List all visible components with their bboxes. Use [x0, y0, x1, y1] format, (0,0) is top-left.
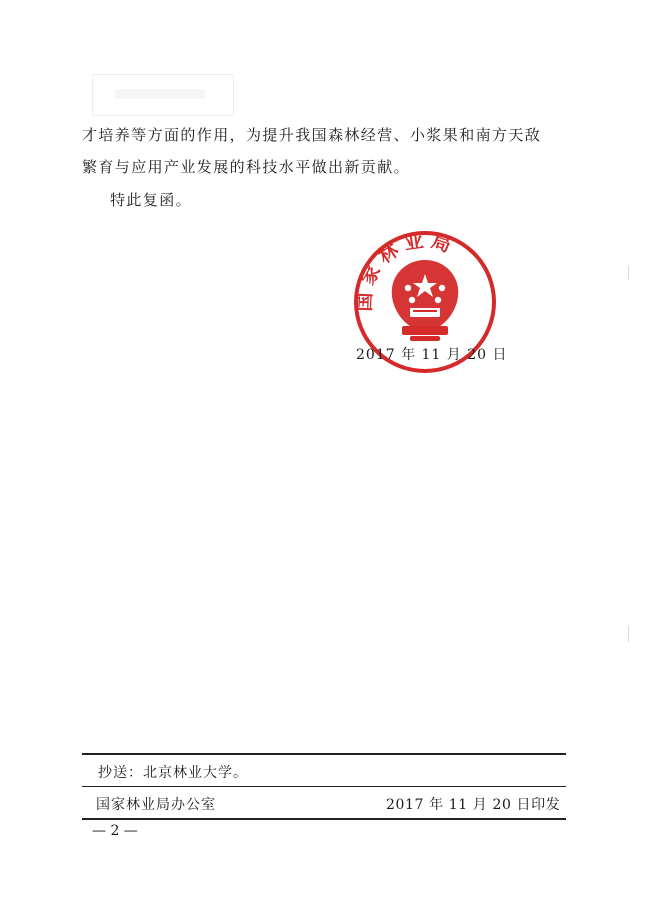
signature-date: 2017 年 11 月 20 日: [356, 347, 508, 363]
body-text-line-1: 才培养等方面的作用，为提升我国森林经营、小浆果和南方天敌: [82, 126, 542, 144]
footer-rule-middle: [82, 786, 566, 787]
footer-rule-top: [82, 753, 566, 755]
scan-artifact: [628, 266, 629, 280]
issuing-office: 国家林业局办公室: [96, 797, 216, 813]
body-text-line-2: 繁育与应用产业发展的科技水平做出新贡献。: [82, 158, 411, 176]
print-date: 2017 年 11 月 20 日印发: [386, 797, 561, 813]
scan-artifact: [628, 626, 629, 642]
footer-rule-bottom: [82, 818, 566, 820]
page-number: — 2 —: [92, 823, 138, 839]
svg-text:国家林业局: 国家林业局: [353, 229, 460, 312]
faint-stamp-trace: [92, 74, 234, 116]
closing-line: 特此复函。: [110, 191, 193, 209]
cc-recipients: 抄送：北京林业大学。: [98, 765, 248, 781]
